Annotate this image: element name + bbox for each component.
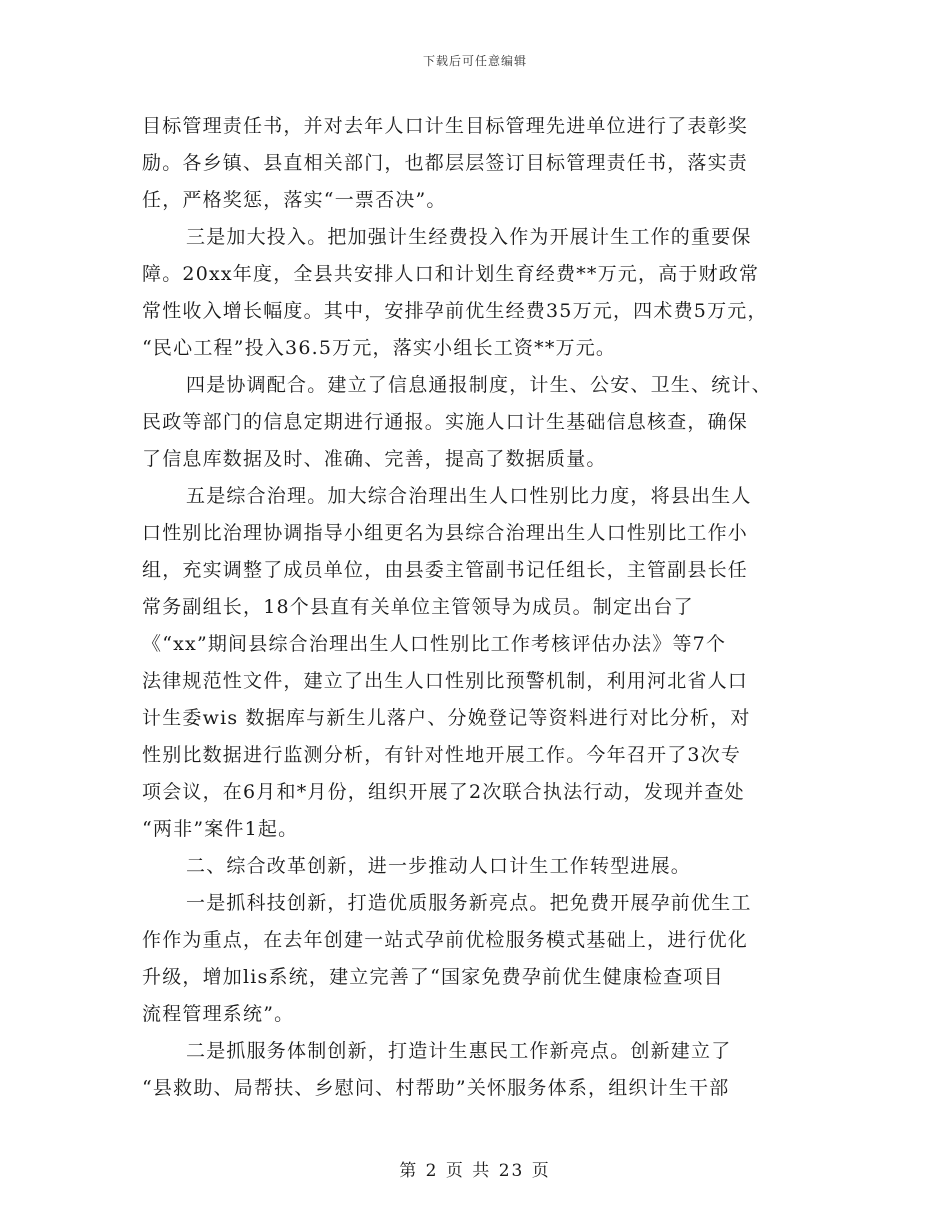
text-line: 任，严格奖惩，落实“一票否决”。 xyxy=(142,189,447,211)
text-line: 一是抓科技创新，打造优质服务新亮点。把免费开展孕前优生工 xyxy=(186,892,752,914)
text-line: 作作为重点，在去年创建一站式孕前优检服务模式基础上，进行优化 xyxy=(142,929,749,951)
paragraph xyxy=(142,219,810,367)
text-line: 常务副组长，18个县直有关单位主管领导为成员。制定出台了 xyxy=(142,596,694,618)
paragraph xyxy=(142,1033,810,1107)
text-line: 四是协调配合。建立了信息通报制度，计生、公安、卫生、统计、 xyxy=(186,374,772,396)
text-line: 项会议，在6月和*月份，组织开展了2次联合执法行动，发现并查处 xyxy=(142,781,745,803)
text-line: 流程管理系统”。 xyxy=(142,1003,295,1025)
section-heading xyxy=(142,848,810,885)
text-line: 组，充实调整了成员单位，由县委主管副书记任组长，主管副县长任 xyxy=(142,559,749,581)
text-line: 二是抓服务体制创新，打造计生惠民工作新亮点。创新建立了 xyxy=(186,1040,732,1062)
text-line: “两非”案件1起。 xyxy=(142,818,299,840)
text-line: 三是加大投入。把加强计生经费投入作为开展计生工作的重要保 xyxy=(186,226,752,248)
text-line: “民心工程”投入36.5万元，落实小组长工资**万元。 xyxy=(142,337,617,359)
text-line: 性别比数据进行监测分析，有针对性地开展工作。今年召开了3次专 xyxy=(142,744,742,766)
text-line: 计生委wis 数据库与新生儿落户、分娩登记等资料进行对比分析，对 xyxy=(142,707,751,729)
text-line: 二、综合改革创新，进一步推动人口计生工作转型进展。 xyxy=(186,855,692,877)
text-line: 《“xx”期间县综合治理出生人口性别比工作考核评估办法》等7个 xyxy=(142,633,727,655)
paragraph xyxy=(142,885,810,1033)
text-line: 障。20xx年度，全县共安排人口和计划生育经费**万元，高于财政常 xyxy=(142,263,760,285)
text-line: 励。各乡镇、县直相关部门，也都层层签订目标管理责任书，落实责 xyxy=(142,152,749,174)
text-line: 升级，增加lis系统，建立完善了“国家免费孕前优生健康检查项目 xyxy=(142,966,724,988)
text-line: 常性收入增长幅度。其中，安排孕前优生经费35万元，四术费5万元， xyxy=(142,300,768,322)
paragraph xyxy=(142,108,810,219)
paragraph xyxy=(142,367,810,478)
document-body xyxy=(142,108,810,1107)
text-line: 五是综合治理。加大综合治理出生人口性别比力度，将县出生人 xyxy=(186,485,752,507)
page-number-footer: 第 2 页 共 23 页 xyxy=(399,1161,551,1181)
paragraph xyxy=(142,478,810,848)
text-line: 目标管理责任书，并对去年人口计生目标管理先进单位进行了表彰奖 xyxy=(142,115,749,137)
header-note: 下载后可任意编辑 xyxy=(422,54,527,68)
text-line: 法律规范性文件，建立了出生人口性别比预警机制，利用河北省人口 xyxy=(142,670,749,692)
text-line: 口性别比治理协调指导小组更名为县综合治理出生人口性别比工作小 xyxy=(142,522,749,544)
text-line: 民政等部门的信息定期进行通报。实施人口计生基础信息核查，确保 xyxy=(142,411,749,433)
text-line: 了信息库数据及时、准确、完善，提高了数据质量。 xyxy=(142,448,607,470)
text-line: “县救助、局帮扶、乡慰问、村帮助”关怀服务体系，组织计生干部 xyxy=(142,1077,730,1099)
